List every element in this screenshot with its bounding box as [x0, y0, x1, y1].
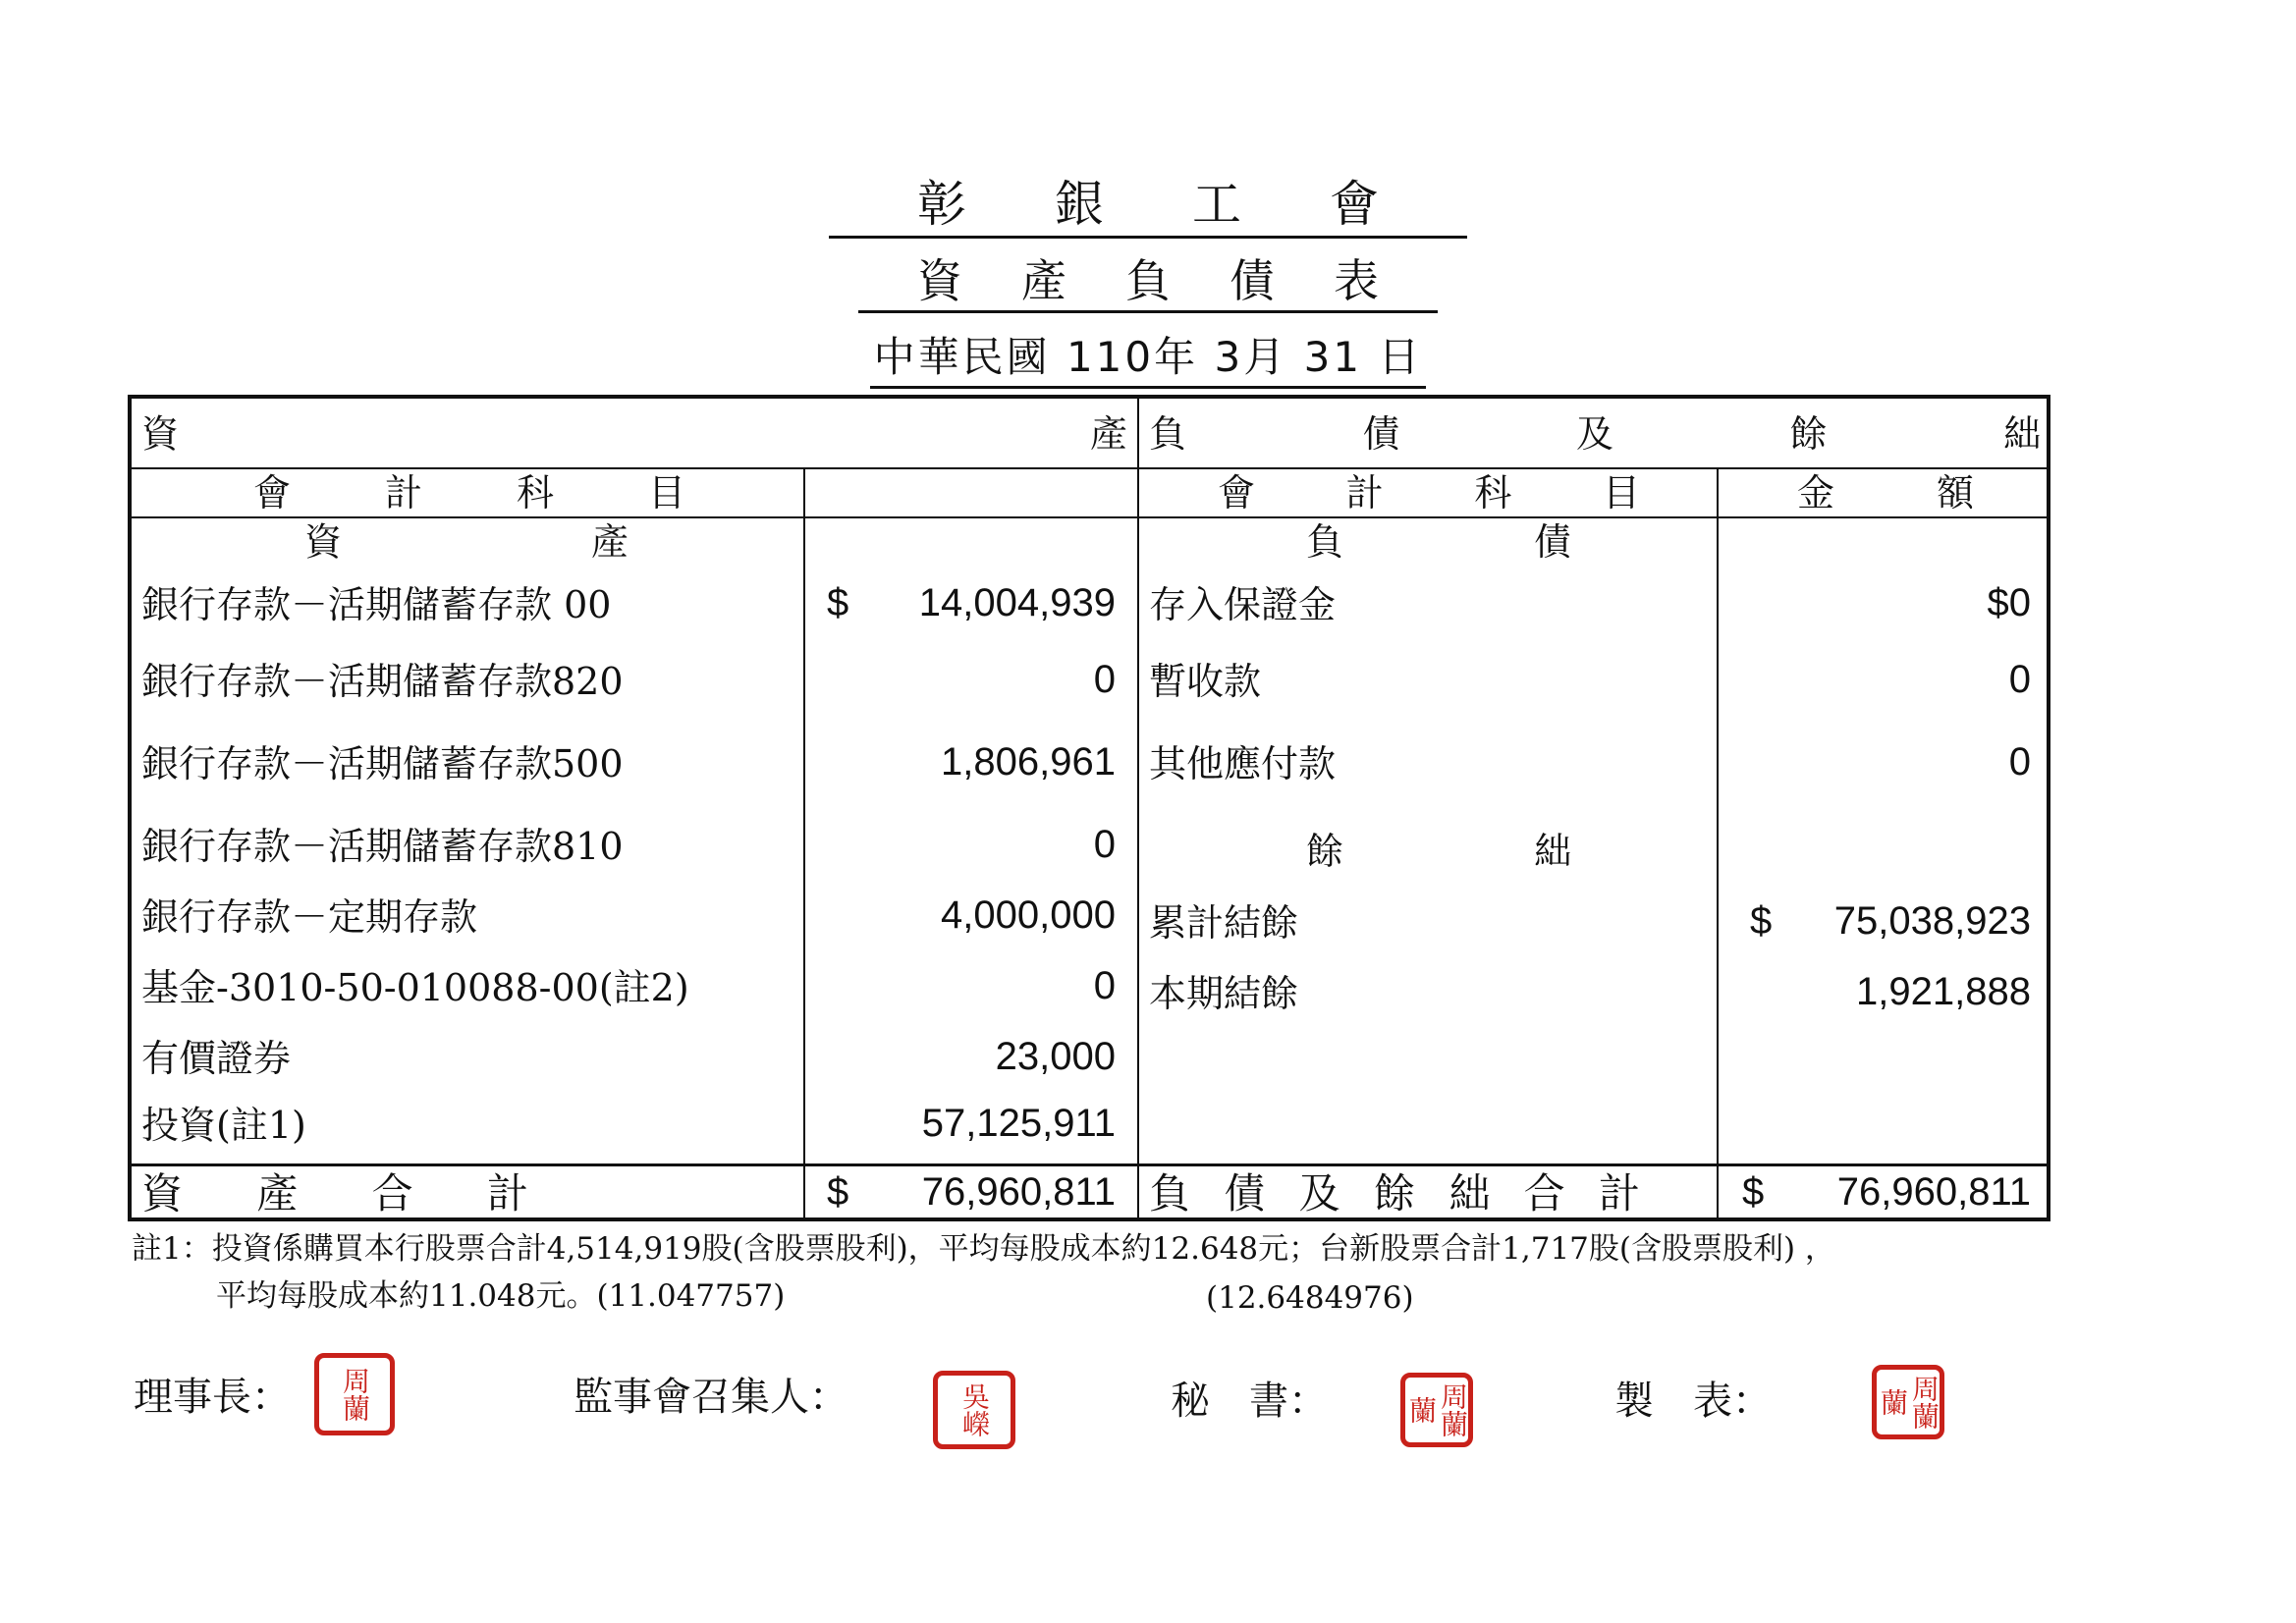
- asset-name-7: 投資(註1): [141, 1104, 306, 1147]
- date-era: 中華民國: [873, 333, 1051, 381]
- date-day-unit: 日: [1378, 333, 1423, 381]
- surplus-amount-0: 75,038,923: [1833, 899, 2031, 943]
- doc-title-text: 資產負債表: [858, 251, 1438, 313]
- asset-amount-4: 4,000,000: [941, 893, 1116, 937]
- seal-secretary: 周蘭蘭: [1400, 1373, 1473, 1447]
- col-header-liab-account: 會 計 科 目: [1218, 471, 1640, 514]
- asset-name-5: 基金-3010-50-010088-00(註2): [141, 966, 689, 1009]
- balance-sheet-table: [128, 395, 2050, 1221]
- asset-currency-0: $: [827, 581, 849, 624]
- note-1-line1: 註1：投資係購買本行股票合計4,514,919股(含股票股利)，平均每股成本約12.648元；台新股票合計1,717股(含股票股利) ，: [132, 1231, 1835, 1267]
- asset-name-2: 銀行存款－活期儲蓄存款500: [141, 742, 624, 785]
- surplus-name-0: 累計結餘: [1149, 901, 1299, 945]
- note-1-line2: 平均每股成本約11.048元。(11.047757): [216, 1278, 786, 1314]
- date-month: 3: [1214, 333, 1244, 381]
- sig-preparer-label: 製 表：: [1614, 1379, 1772, 1424]
- date-year: 110: [1066, 333, 1155, 381]
- col-header-amount: 金 額: [1797, 471, 1974, 514]
- asset-amount-0: 14,004,939: [918, 581, 1116, 624]
- liab-total-amount: 76,960,811: [1836, 1170, 2031, 1214]
- liab-amount-1: 0: [2008, 658, 2031, 701]
- liab-name-2: 其他應付款: [1149, 742, 1337, 785]
- asset-total-currency: $: [827, 1170, 849, 1214]
- asset-name-6: 有價證券: [141, 1037, 292, 1080]
- rule-asset-amount: [803, 467, 805, 1217]
- sig-supervisor-label: 監事會召集人：: [574, 1375, 848, 1420]
- report-date: [0, 329, 2296, 389]
- rule-total: [132, 1163, 2047, 1166]
- liab-name-0: 存入保證金: [1149, 583, 1337, 626]
- asset-name-0: 銀行存款－活期儲蓄存款 00: [141, 583, 612, 626]
- seal-preparer: 周蘭蘭: [1872, 1365, 1944, 1439]
- date-year-unit: 年: [1154, 333, 1199, 381]
- asset-amount-5: 0: [1093, 964, 1116, 1007]
- asset-amount-3: 0: [1093, 823, 1116, 866]
- asset-amount-6: 23,000: [995, 1035, 1116, 1078]
- sig-chairman-label: 理事長：: [134, 1375, 291, 1420]
- asset-total-label: 資 產 合 計: [141, 1169, 528, 1217]
- asset-amount-2: 1,806,961: [941, 740, 1116, 784]
- org-title: [0, 173, 2296, 239]
- date-month-unit: 月: [1243, 333, 1288, 381]
- section-surplus: 餘 絀: [1306, 830, 1571, 873]
- header-asset-char1: 資: [141, 412, 180, 456]
- liab-total-label: 負 債 及 餘 絀 合 計: [1149, 1169, 1640, 1217]
- surplus-currency-0: $: [1750, 899, 1773, 943]
- seal-supervisor: 吳嶸: [933, 1371, 1015, 1449]
- section-assets: 資 產: [304, 520, 629, 564]
- asset-total-amount: 76,960,811: [921, 1170, 1116, 1214]
- section-liabilities: 負 債: [1306, 520, 1571, 564]
- surplus-name-1: 本期結餘: [1149, 972, 1299, 1015]
- liab-name-1: 暫收款: [1149, 660, 1262, 703]
- doc-title: [0, 251, 2296, 313]
- seal-chairman: 周蘭: [314, 1353, 395, 1435]
- liab-amount-0: $0: [1987, 581, 2031, 624]
- liab-total-currency: $: [1742, 1170, 1765, 1214]
- org-title-text: 彰銀工會: [829, 173, 1467, 239]
- asset-amount-7: 57,125,911: [921, 1102, 1116, 1145]
- asset-amount-1: 0: [1093, 658, 1116, 701]
- rule-liab-amount: [1717, 467, 1719, 1217]
- surplus-amount-1: 1,921,888: [1856, 970, 2031, 1013]
- header-asset-char2: 產: [1090, 412, 1128, 456]
- asset-name-3: 銀行存款－活期儲蓄存款810: [141, 825, 624, 868]
- header-liabilities-surplus: 負 債 及 餘 絀: [1149, 412, 2041, 456]
- note-1-line2b: (12.6484976): [1206, 1280, 1414, 1316]
- col-header-asset-account: 會 計 科 目: [253, 471, 685, 514]
- sig-secretary-label: 秘 書：: [1171, 1379, 1328, 1424]
- date-day: 31: [1303, 333, 1363, 381]
- asset-name-1: 銀行存款－活期儲蓄存款820: [141, 660, 624, 703]
- liab-amount-2: 0: [2008, 740, 2031, 784]
- asset-name-4: 銀行存款－定期存款: [141, 895, 478, 939]
- rule-middle: [1137, 399, 1139, 1217]
